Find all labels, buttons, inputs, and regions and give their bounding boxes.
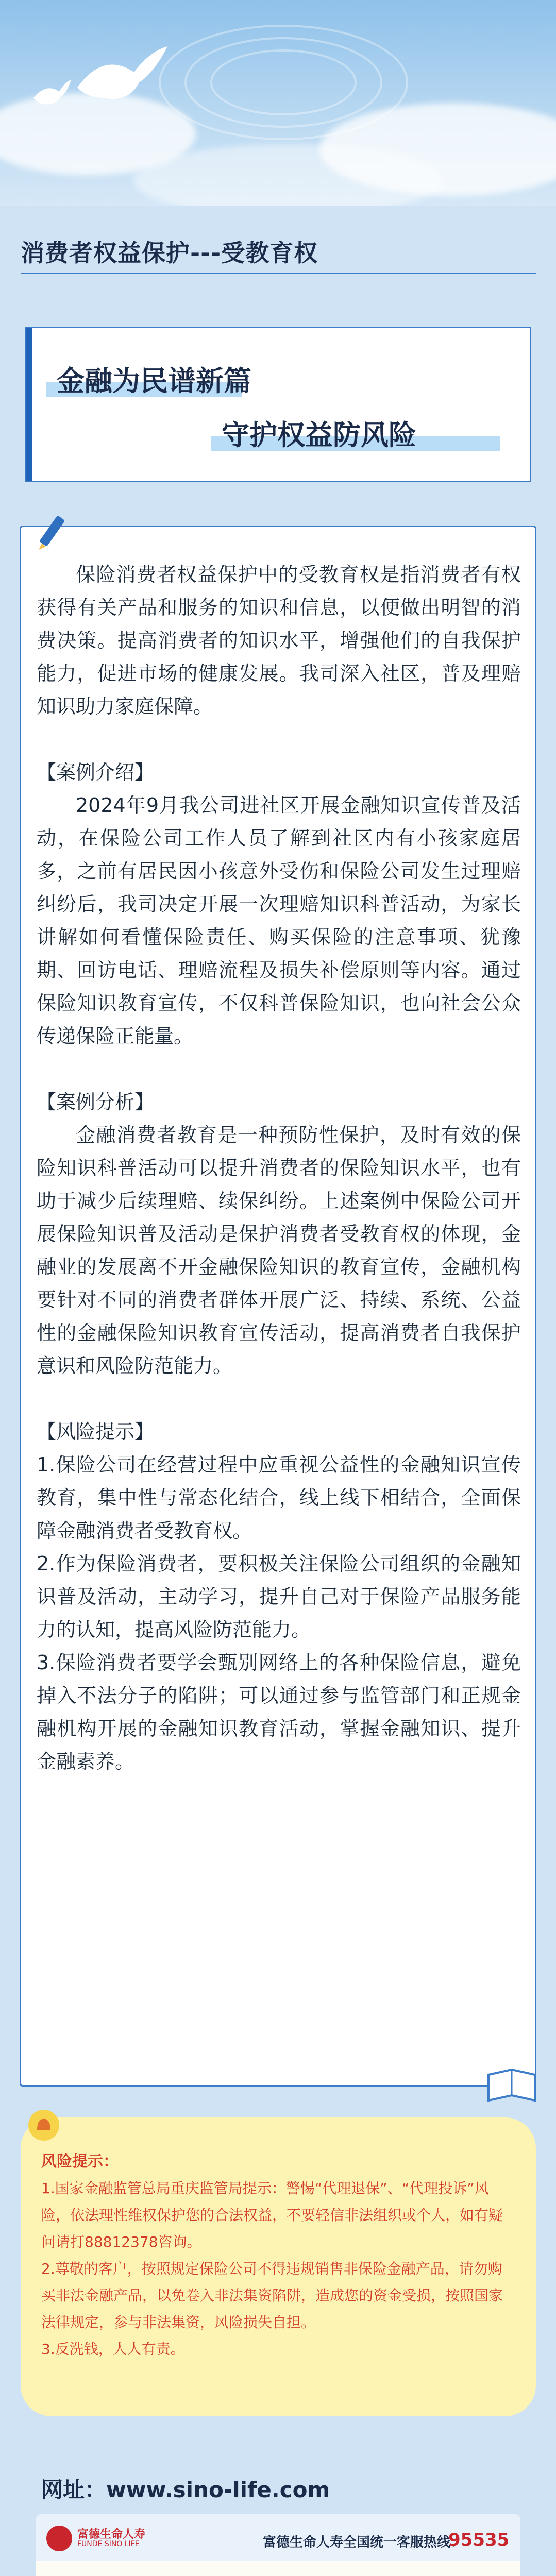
bell-icon [26, 2107, 62, 2143]
title-underline [21, 273, 536, 274]
notice-item-1: 1.国家金融监管总局重庆监管局提示：警惕“代理退保”、“代理投诉”风险，依法理性维权保护您的合法权益，不要轻信非法组织或个人，如有疑问请打88812378咨询。 [41, 2180, 503, 2250]
banner-line-2: 守护权益防风险 [222, 419, 416, 451]
notice-title: 风险提示： [41, 2153, 119, 2171]
risk-item-1: 1.保险公司在经营过程中应重视公益性的金融知识宣传教育，集中性与常态化结合，线上线下相结合，全面保障金融消费者受教育权。 [37, 1453, 521, 1542]
page-title-row [21, 234, 536, 268]
page-title: 消费者权益保护---受教育权 [21, 239, 318, 267]
risk-item-3: 3.保险消费者要学会甄别网络上的各种保险信息，避免掉入不法分子的陷阱；可以通过参与监管部门和正规金融机构开展的金融知识教育活动，掌握金融知识、提升金融素养。 [37, 1651, 521, 1773]
intro-paragraph: 保险消费者权益保护中的受教育权是指消费者有权获得有关产品和服务的知识和信息，以便做出明智的消费决策。提高消费者的知识水平，增强他们的自我保护能力，促进市场的健康发展。我司深入社区，普及理赔知识助力家庭保障。 [37, 563, 521, 718]
ad-header [36, 2514, 520, 2561]
banner-line-1: 金融为民谱新篇 [57, 365, 251, 397]
risk-item-2: 2.作为保险消费者，要积极关注保险公司组织的金融知识普及活动，主动学习，提升自己对于保险产品服务能力的认知，提高风险防范能力。 [37, 1552, 521, 1641]
notice-item-3: 3.反洗钱，人人有责。 [41, 2341, 185, 2358]
small-dove-icon [31, 77, 72, 108]
notice-item-2: 2.尊敬的客户，按照规定保险公司不得违规销售非保险金融产品，请勿购买非法金融产品，以免卷入非法集资陷阱，造成您的资金受损，按照国家法律规定，参与非法集资，风险损失自担。 [41, 2260, 503, 2331]
company-ad-banner [36, 2514, 520, 2576]
halo-rings-decoration [155, 10, 412, 144]
risk-notice-box [21, 2117, 536, 2416]
company-logo-text: 富德生命人寿 [77, 2528, 146, 2541]
banner-accent-bar [26, 328, 32, 481]
theme-banner [25, 327, 531, 482]
case-intro-paragraph: 2024年9月我公司进社区开展金融知识宣传普及活动，在保险公司工作人员了解到社区内有小孩家庭居多，之前有居民因小孩意外受伤和保险公司发生过理赔纠纷后，我司决定开展一次理赔知识科普活动，为家长讲解如何看懂保险责任、购买保险的注意事项、犹豫期、回访电话、理赔流程及损失补偿原则等内容。通过保险知识教育宣传，不仅科普保险知识，也向社会公众传递保险正能量。 [37, 794, 521, 1047]
risk-heading: 【风险提示】 [37, 1420, 155, 1443]
case-intro-heading: 【案例介绍】 [37, 761, 155, 784]
company-logo-subtext: FUNDE SINO LIFE [77, 2540, 140, 2548]
hero-sky-banner [0, 0, 556, 206]
website-link[interactable]: 网址：www.sino-life.com [41, 2477, 330, 2502]
case-analysis-heading: 【案例分析】 [37, 1091, 155, 1113]
family-illustration [36, 2561, 520, 2576]
hotline-label: 富德生命人寿全国统一客服热线： [263, 2535, 464, 2550]
book-icon [483, 2059, 540, 2106]
case-analysis-paragraph: 金融消费者教育是一种预防性保护，及时有效的保险知识科普活动可以提升消费者的保险知识水平，也有助于减少后续理赔、续保纠纷。上述案例中保险公司开展保险知识普及活动是保护消费者受教育权的体现，金融业的发展离不开金融保险知识的教育宣传，金融机构要针对不同的消费者群体开展广泛、持续、系统、公益性的金融保险知识教育宣传活动，提高消费者自我保护意识和风险防范能力。 [37, 1124, 521, 1377]
pen-icon [26, 512, 73, 558]
content-card [20, 526, 536, 2087]
family-figures-illustration [36, 2561, 428, 2576]
hotline-number[interactable]: 95535 [448, 2530, 510, 2550]
dove-icon [72, 41, 170, 113]
company-logo-icon [46, 2526, 72, 2551]
